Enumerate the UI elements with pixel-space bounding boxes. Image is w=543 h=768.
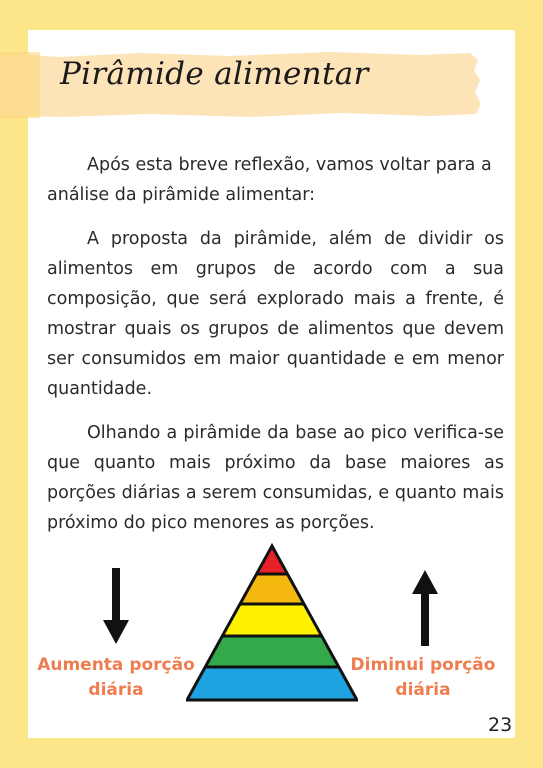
food-pyramid bbox=[186, 542, 358, 702]
paragraph-3: Olhando a pirâmide da base ao pico verifica-se que quanto mais próximo da base maiores as porções diárias a serem consumidas, e quanto mais próximo do pico menores as porções. bbox=[47, 423, 504, 533]
arrow-up-icon bbox=[409, 568, 441, 646]
decrease-portion-line-2: diária bbox=[395, 680, 451, 700]
arrow-down-icon bbox=[100, 568, 132, 646]
body-text bbox=[47, 150, 504, 552]
increase-portion-line-2: diária bbox=[88, 680, 144, 700]
decrease-portion-label bbox=[342, 653, 504, 703]
pyramid-level-1 bbox=[257, 546, 288, 574]
page-number: 23 bbox=[488, 714, 513, 736]
pyramid-level-5 bbox=[187, 667, 357, 700]
pyramid-level-4 bbox=[206, 636, 339, 667]
paragraph-1: Após esta breve reflexão, vamos voltar para a análise da pirâmide alimentar: bbox=[47, 155, 492, 205]
page-title: Pirâmide alimentar bbox=[60, 56, 369, 92]
decrease-portion-line-1: Diminui porção bbox=[350, 655, 496, 675]
paragraph-2: A proposta da pirâmide, além de dividir os alimentos em grupos de acordo com a sua composição, que será explorado mais a frente, é mostrar quais os grupos de alimentos que devem ser consumidos em maior quantidade e em menor quantidade. bbox=[47, 229, 504, 399]
increase-portion-label bbox=[32, 653, 200, 703]
increase-portion-line-1: Aumenta porção bbox=[37, 655, 195, 675]
